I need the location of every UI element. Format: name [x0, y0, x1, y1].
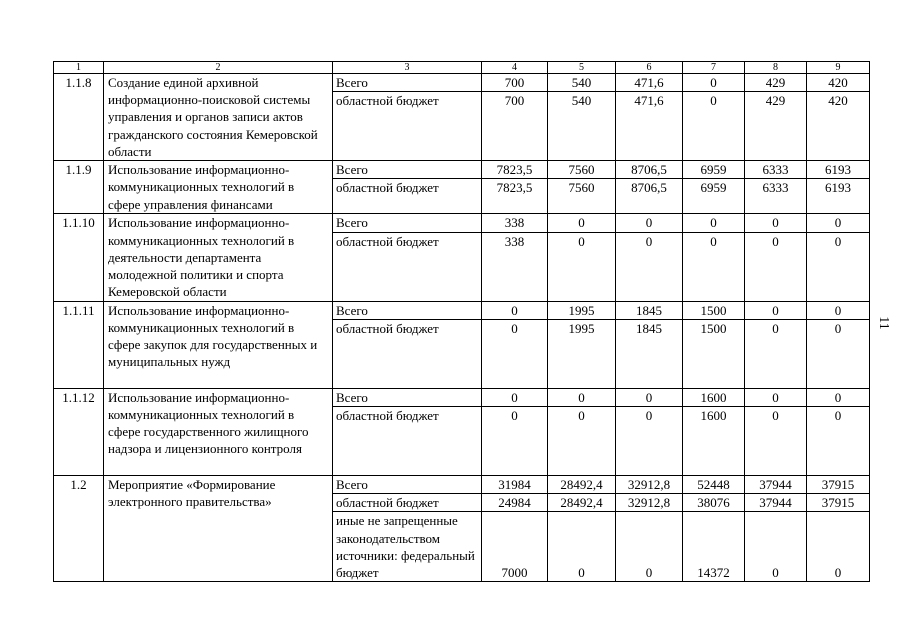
amount-cell: 0: [616, 407, 683, 476]
amount-cell: 0: [807, 232, 870, 301]
amount-cell: 700: [482, 92, 548, 161]
amount-cell: 0: [616, 232, 683, 301]
amount-cell: 0: [807, 214, 870, 232]
item-code: 1.1.8: [54, 74, 104, 161]
funding-source: Всего: [333, 388, 482, 406]
amount-cell: 24984: [482, 494, 548, 512]
table-row: [54, 161, 870, 179]
amount-cell: 7823,5: [482, 179, 548, 214]
budget-table: [53, 61, 870, 582]
amount-cell: 38076: [683, 494, 745, 512]
item-name: Мероприятие «Формирование электронного правительства»: [104, 476, 333, 582]
funding-source: областной бюджет: [333, 179, 482, 214]
amount-cell: 338: [482, 214, 548, 232]
column-number: 8: [745, 62, 807, 74]
amount-cell: 7560: [548, 161, 616, 179]
amount-cell: 0: [616, 512, 683, 582]
amount-cell: 0: [807, 512, 870, 582]
amount-cell: 0: [616, 214, 683, 232]
amount-cell: 8706,5: [616, 161, 683, 179]
amount-cell: 6959: [683, 161, 745, 179]
amount-cell: 0: [482, 407, 548, 476]
column-number: 4: [482, 62, 548, 74]
column-number: 6: [616, 62, 683, 74]
table-row: [54, 388, 870, 406]
amount-cell: 1995: [548, 319, 616, 388]
amount-cell: 0: [548, 512, 616, 582]
amount-cell: 6193: [807, 179, 870, 214]
amount-cell: 0: [807, 301, 870, 319]
column-number-row: [54, 62, 870, 74]
amount-cell: 0: [807, 407, 870, 476]
amount-cell: 471,6: [616, 92, 683, 161]
item-name: Использование информационно-коммуникационных технологий в сфере закупок для государственных и муниципальных нужд: [104, 301, 333, 388]
table-body: [54, 62, 870, 582]
amount-cell: 0: [745, 512, 807, 582]
funding-source: Всего: [333, 161, 482, 179]
table-row: [54, 476, 870, 494]
item-code: 1.2: [54, 476, 104, 582]
column-number: 3: [333, 62, 482, 74]
amount-cell: 28492,4: [548, 476, 616, 494]
funding-source: областной бюджет: [333, 92, 482, 161]
amount-cell: 1845: [616, 319, 683, 388]
amount-cell: 1845: [616, 301, 683, 319]
amount-cell: 1600: [683, 388, 745, 406]
funding-source: областной бюджет: [333, 232, 482, 301]
amount-cell: 1500: [683, 319, 745, 388]
amount-cell: 338: [482, 232, 548, 301]
item-code: 1.1.10: [54, 214, 104, 301]
amount-cell: 700: [482, 74, 548, 92]
funding-source: иные не запрещенные законодательством источники: федеральный бюджет: [333, 512, 482, 582]
amount-cell: 0: [482, 388, 548, 406]
table-row: [54, 214, 870, 232]
amount-cell: 6193: [807, 161, 870, 179]
amount-cell: 420: [807, 74, 870, 92]
funding-source: Всего: [333, 214, 482, 232]
amount-cell: 0: [745, 388, 807, 406]
amount-cell: 52448: [683, 476, 745, 494]
funding-source: областной бюджет: [333, 319, 482, 388]
funding-source: областной бюджет: [333, 494, 482, 512]
amount-cell: 0: [482, 301, 548, 319]
funding-source: Всего: [333, 476, 482, 494]
amount-cell: 1600: [683, 407, 745, 476]
column-number: 5: [548, 62, 616, 74]
amount-cell: 0: [548, 214, 616, 232]
amount-cell: 0: [683, 92, 745, 161]
item-name: Использование информационно-коммуникационных технологий в сфере управления финансами: [104, 161, 333, 214]
amount-cell: 0: [807, 388, 870, 406]
amount-cell: 0: [745, 232, 807, 301]
amount-cell: 6959: [683, 179, 745, 214]
amount-cell: 32912,8: [616, 476, 683, 494]
amount-cell: 37944: [745, 494, 807, 512]
funding-source: Всего: [333, 74, 482, 92]
amount-cell: 32912,8: [616, 494, 683, 512]
funding-source: областной бюджет: [333, 407, 482, 476]
amount-cell: 0: [482, 319, 548, 388]
column-number: 9: [807, 62, 870, 74]
item-code: 1.1.12: [54, 388, 104, 475]
column-number: 1: [54, 62, 104, 74]
amount-cell: 420: [807, 92, 870, 161]
amount-cell: 6333: [745, 179, 807, 214]
item-name: Использование информационно-коммуникационных технологий в сфере государственного жилищного надзора и лицензионного контроля: [104, 388, 333, 475]
amount-cell: 0: [745, 319, 807, 388]
amount-cell: 37944: [745, 476, 807, 494]
amount-cell: 0: [683, 214, 745, 232]
amount-cell: 0: [745, 301, 807, 319]
amount-cell: 429: [745, 74, 807, 92]
amount-cell: 471,6: [616, 74, 683, 92]
amount-cell: 28492,4: [548, 494, 616, 512]
funding-source: Всего: [333, 301, 482, 319]
amount-cell: 37915: [807, 494, 870, 512]
amount-cell: 7560: [548, 179, 616, 214]
amount-cell: 540: [548, 92, 616, 161]
item-name: Создание единой архивной информационно-поисковой системы управления и органов записи актов гражданского состояния Кемеровской области: [104, 74, 333, 161]
amount-cell: 429: [745, 92, 807, 161]
amount-cell: 0: [745, 407, 807, 476]
amount-cell: 37915: [807, 476, 870, 494]
amount-cell: 0: [807, 319, 870, 388]
column-number: 2: [104, 62, 333, 74]
amount-cell: 0: [548, 388, 616, 406]
amount-cell: 1500: [683, 301, 745, 319]
amount-cell: 1995: [548, 301, 616, 319]
amount-cell: 7000: [482, 512, 548, 582]
amount-cell: 31984: [482, 476, 548, 494]
item-name: Использование информационно-коммуникационных технологий в деятельности департамента молодежной политики и спорта Кемеровской области: [104, 214, 333, 301]
table-row: [54, 301, 870, 319]
page-number: 11: [876, 316, 891, 330]
amount-cell: 0: [548, 232, 616, 301]
amount-cell: 7823,5: [482, 161, 548, 179]
amount-cell: 14372: [683, 512, 745, 582]
amount-cell: 0: [683, 74, 745, 92]
amount-cell: 0: [548, 407, 616, 476]
column-number: 7: [683, 62, 745, 74]
amount-cell: 0: [745, 214, 807, 232]
amount-cell: 8706,5: [616, 179, 683, 214]
item-code: 1.1.11: [54, 301, 104, 388]
amount-cell: 6333: [745, 161, 807, 179]
amount-cell: 0: [683, 232, 745, 301]
table-row: [54, 74, 870, 92]
item-code: 1.1.9: [54, 161, 104, 214]
amount-cell: 0: [616, 388, 683, 406]
amount-cell: 540: [548, 74, 616, 92]
